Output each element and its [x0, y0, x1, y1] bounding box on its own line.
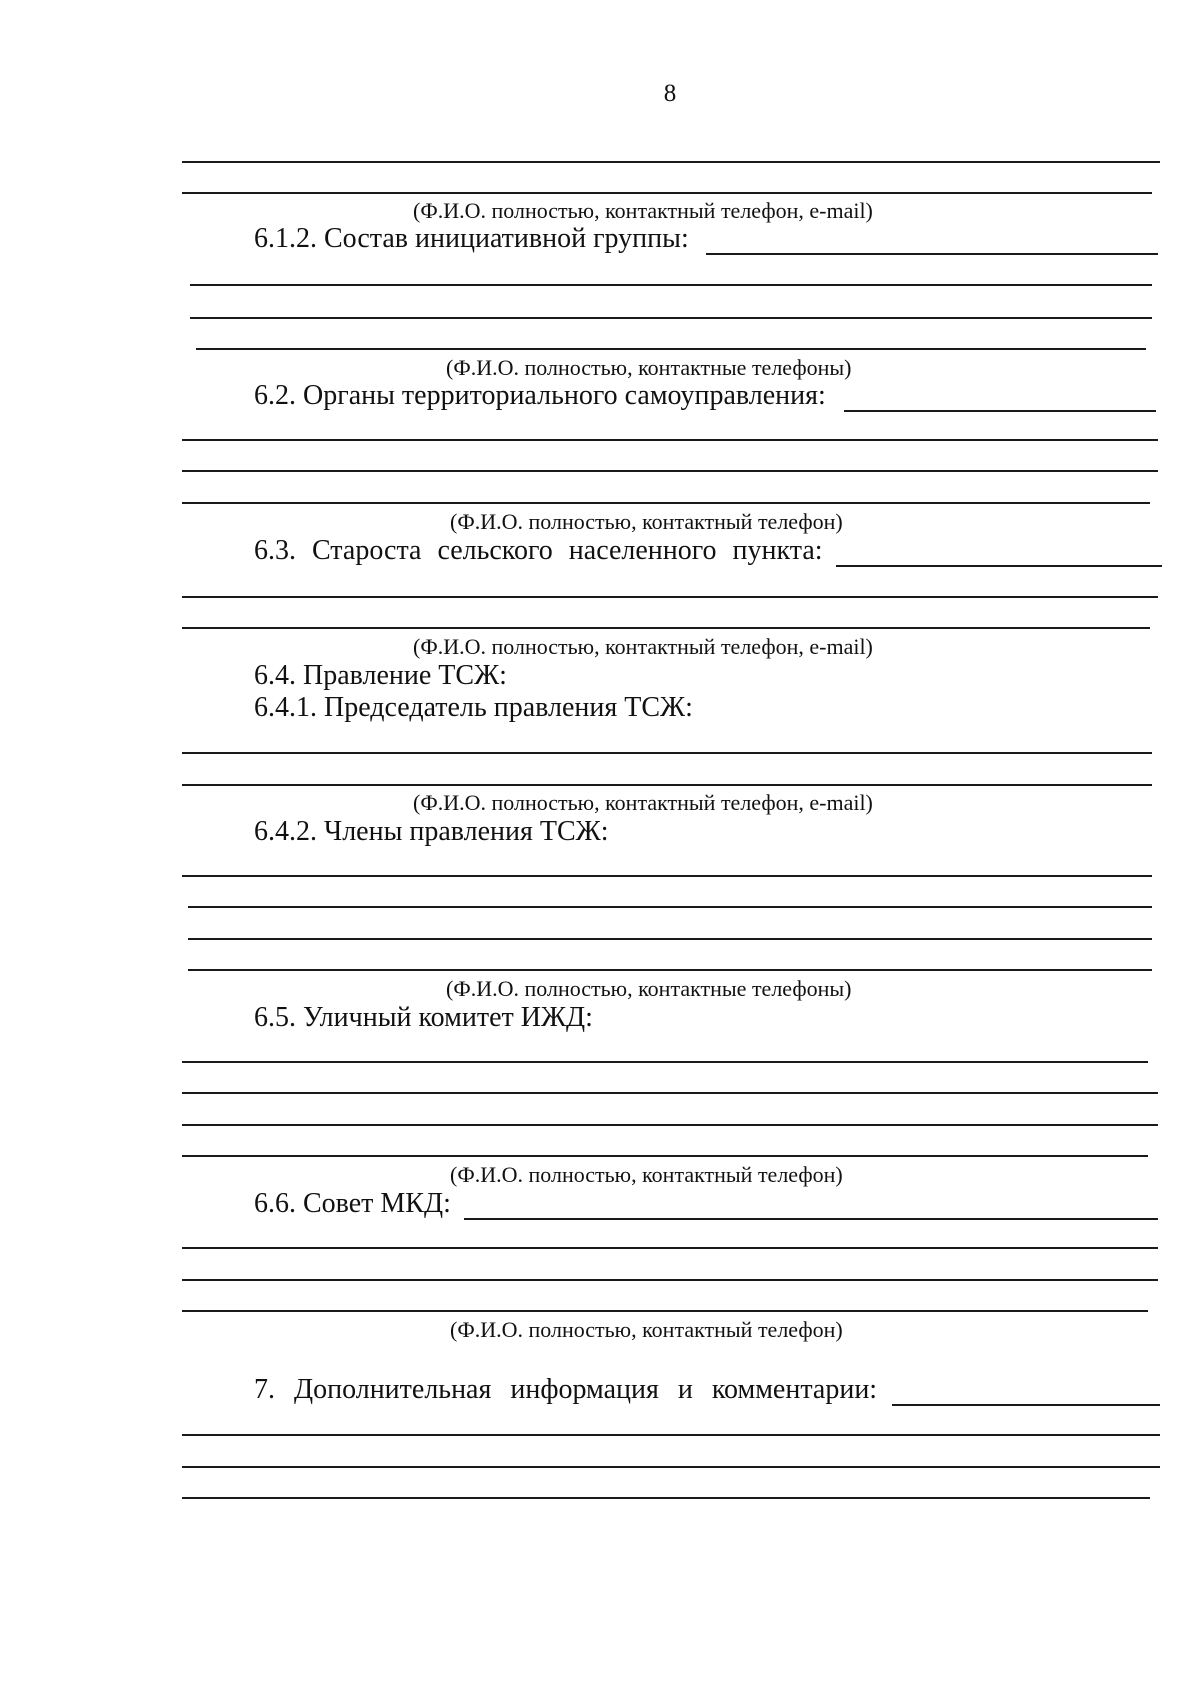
blank-line[interactable] — [182, 1310, 1148, 1312]
section-6-3 — [254, 535, 823, 567]
inline-blank-line[interactable] — [844, 410, 1156, 412]
caption-fio-phone-email: (Ф.И.О. полностью, контактный телефон, e-mail) — [413, 634, 873, 659]
inline-blank-line[interactable] — [706, 253, 1158, 255]
inline-blank-line[interactable] — [464, 1218, 1158, 1220]
section-6-4-1: 6.4.1. Председатель правления ТСЖ: — [254, 692, 693, 723]
section-6-6 — [254, 1188, 451, 1220]
section-6-1-2 — [254, 223, 689, 255]
blank-line[interactable] — [182, 1092, 1158, 1094]
blank-line[interactable] — [188, 906, 1152, 908]
blank-line[interactable] — [190, 317, 1152, 319]
blank-line[interactable] — [182, 752, 1152, 754]
section-7-label: 7. Дополнительная информация и комментарии: — [254, 1374, 878, 1405]
blank-line[interactable] — [182, 1247, 1158, 1249]
inline-blank-line[interactable] — [836, 565, 1162, 567]
blank-line[interactable] — [182, 1124, 1158, 1126]
blank-line[interactable] — [182, 875, 1152, 877]
blank-line[interactable] — [188, 969, 1152, 971]
blank-line[interactable] — [188, 938, 1152, 940]
section-6-2 — [254, 380, 826, 412]
blank-line[interactable] — [196, 348, 1146, 350]
section-6-4: 6.4. Правление ТСЖ: — [254, 660, 507, 691]
blank-line[interactable] — [182, 1279, 1158, 1281]
blank-line[interactable] — [182, 627, 1150, 629]
section-6-5: 6.5. Уличный комитет ИЖД: — [254, 1002, 593, 1033]
section-6-2-label: 6.2. Органы территориального самоуправления: — [254, 380, 826, 411]
section-6-3-label: 6.3. Староста сельского населенного пункта: — [254, 535, 823, 566]
page-number: 8 — [663, 80, 677, 107]
caption-fio-phone: (Ф.И.О. полностью, контактный телефон) — [450, 1162, 843, 1187]
blank-line[interactable] — [182, 1466, 1160, 1468]
caption-fio-phone-email: (Ф.И.О. полностью, контактный телефон, e-mail) — [413, 790, 873, 815]
blank-line[interactable] — [182, 192, 1152, 194]
section-6-6-label: 6.6. Совет МКД: — [254, 1188, 451, 1219]
blank-line[interactable] — [182, 502, 1150, 504]
caption-fio-phone: (Ф.И.О. полностью, контактный телефон) — [450, 509, 843, 534]
blank-line[interactable] — [182, 470, 1158, 472]
blank-line[interactable] — [182, 596, 1158, 598]
caption-fio-phone: (Ф.И.О. полностью, контактный телефон) — [450, 1317, 843, 1342]
blank-line[interactable] — [182, 784, 1152, 786]
caption-fio-phones: (Ф.И.О. полностью, контактные телефоны) — [446, 355, 852, 380]
blank-line[interactable] — [182, 1434, 1160, 1436]
blank-line[interactable] — [182, 1497, 1150, 1499]
inline-blank-line[interactable] — [892, 1404, 1160, 1406]
blank-line[interactable] — [190, 284, 1152, 286]
blank-line[interactable] — [182, 439, 1158, 441]
caption-fio-phones: (Ф.И.О. полностью, контактные телефоны) — [446, 976, 852, 1001]
caption-fio-phone-email: (Ф.И.О. полностью, контактный телефон, e-mail) — [413, 198, 873, 223]
blank-line[interactable] — [182, 161, 1160, 163]
section-7 — [254, 1374, 877, 1406]
blank-line[interactable] — [182, 1061, 1148, 1063]
blank-line[interactable] — [182, 1155, 1148, 1157]
section-6-1-2-label: 6.1.2. Состав инициативной группы: — [254, 223, 689, 254]
section-6-4-2: 6.4.2. Члены правления ТСЖ: — [254, 816, 609, 847]
